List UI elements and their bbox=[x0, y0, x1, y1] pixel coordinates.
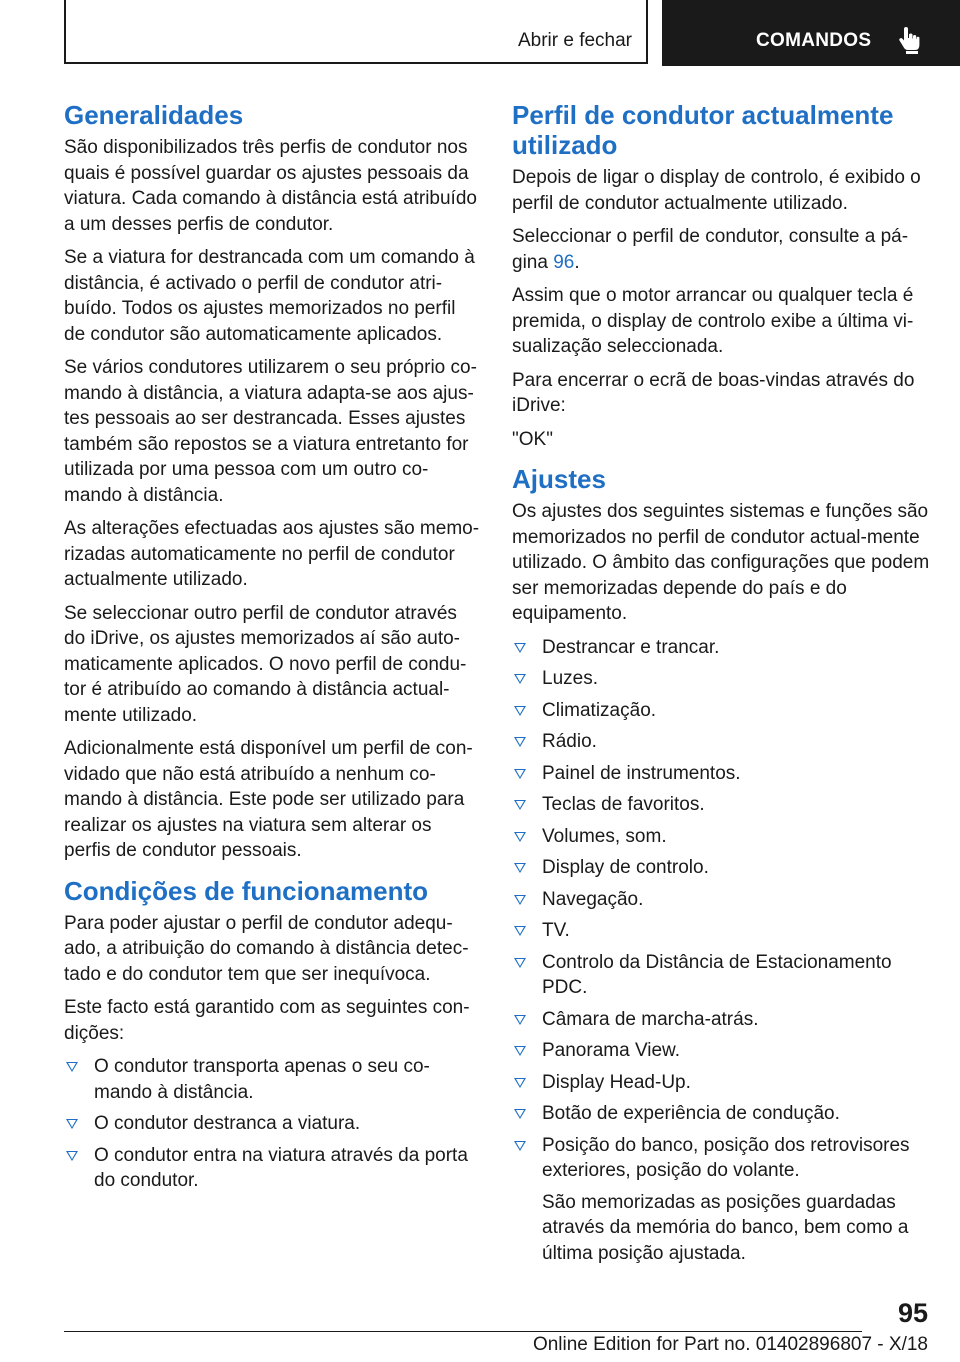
list-item: Controlo da Distância de Estacionamento PDC. bbox=[512, 950, 932, 1001]
list-item: Volumes, som. bbox=[512, 824, 932, 850]
triangle-bullet-icon bbox=[514, 1109, 526, 1119]
triangle-bullet-icon bbox=[514, 895, 526, 905]
right-column bbox=[512, 100, 932, 1272]
list-item: O condutor transporta apenas o seu co-mando à distância. bbox=[64, 1054, 480, 1105]
list-item: Painel de instrumentos. bbox=[512, 761, 932, 787]
list-item: Display de controlo. bbox=[512, 855, 932, 881]
list-item: Botão de experiência de condução. bbox=[512, 1101, 932, 1127]
header-chapter-box bbox=[662, 0, 960, 66]
triangle-bullet-icon bbox=[66, 1062, 78, 1072]
triangle-bullet-icon bbox=[514, 643, 526, 653]
paragraph: Seleccionar o perfil de condutor, consulte a pá-gina 96. bbox=[512, 226, 909, 273]
triangle-bullet-icon bbox=[514, 737, 526, 747]
footer-edition: Online Edition for Part no. 01402896807 - X/18 bbox=[532, 1334, 928, 1355]
paragraph: As alterações efectuadas aos ajustes são memo-rizadas automaticamente no perfil de condutor actualmente utilizado. bbox=[64, 518, 480, 590]
page-number: 95 bbox=[897, 1298, 928, 1328]
conditions-list bbox=[64, 1054, 480, 1194]
header-section-box bbox=[64, 0, 648, 64]
list-item: O condutor destranca a viatura. bbox=[64, 1111, 480, 1137]
list-item-note: São memorizadas as posições guardadas através da memória do banco, bem como a última posição ajustada. bbox=[542, 1191, 909, 1264]
triangle-bullet-icon bbox=[514, 1141, 526, 1151]
settings-list bbox=[512, 635, 932, 1267]
list-item: Panorama View. bbox=[512, 1038, 932, 1064]
footer-divider bbox=[64, 1331, 862, 1332]
list-item: TV. bbox=[512, 918, 932, 944]
triangle-bullet-icon bbox=[514, 800, 526, 810]
paragraph: Os ajustes dos seguintes sistemas e funções são memorizados no perfil de condutor actual-mente utilizado. O âmbito das configurações que podem ser memorizadas depende do país e do equipamento. bbox=[512, 501, 930, 624]
paragraph: Este facto está garantido com as seguintes con-dições: bbox=[64, 997, 470, 1044]
heading-condicoes: Condições de funcionamento bbox=[64, 875, 429, 906]
list-item: Display Head-Up. bbox=[512, 1070, 932, 1096]
paragraph: Para poder ajustar o perfil de condutor adequ-ado, a atribuição do comando à distância detec-tado e do condutor tem que ser inequívoca. bbox=[64, 912, 469, 985]
list-item: Navegação. bbox=[512, 887, 932, 913]
triangle-bullet-icon bbox=[514, 706, 526, 716]
triangle-bullet-icon bbox=[514, 1046, 526, 1056]
list-item: Climatização. bbox=[512, 698, 932, 724]
list-item: Destrancar e trancar. bbox=[512, 635, 932, 661]
list-item: Câmara de marcha-atrás. bbox=[512, 1007, 932, 1033]
triangle-bullet-icon bbox=[514, 832, 526, 842]
list-item: Teclas de favoritos. bbox=[512, 792, 932, 818]
paragraph: Se vários condutores utilizarem o seu próprio co-mando à distância, a viatura adapta-se aos ajus-tes pessoais ao ser destrancada. Esses ajustes também são repostos se a viatura entretanto for utilizada por uma pessoa com um outro co-mando à distância. bbox=[64, 357, 477, 506]
heading-ajustes: Ajustes bbox=[512, 464, 606, 494]
paragraph: Depois de ligar o display de controlo, é exibido o perfil de condutor actualmente utilizado. bbox=[512, 167, 921, 214]
header-chapter-title: COMANDOS bbox=[756, 30, 872, 51]
paragraph: "OK" bbox=[512, 428, 553, 450]
triangle-bullet-icon bbox=[514, 958, 526, 968]
list-item: Posição do banco, posição dos retrovisores exteriores, posição do volante. São memorizadas as posições guardadas através da memória do banco, bem como a última posição ajustada. bbox=[512, 1133, 932, 1267]
list-item: O condutor entra na viatura através da porta do condutor. bbox=[64, 1143, 480, 1194]
triangle-bullet-icon bbox=[514, 674, 526, 684]
heading-perfil-actual: Perfil de condutor actualmente utilizado bbox=[512, 100, 894, 160]
left-column bbox=[64, 100, 480, 1200]
paragraph: Se seleccionar outro perfil de condutor através do iDrive, os ajustes memorizados aí são auto-maticamente aplicados. O novo perfil de condu-tor é atribuído ao comando à distância actual-mente utilizado. bbox=[64, 602, 467, 726]
header-section-title: Abrir e fechar bbox=[517, 30, 632, 51]
paragraph: Para encerrar o ecrã de boas-vindas através do iDrive: bbox=[512, 369, 915, 416]
page-link[interactable]: 96 bbox=[553, 251, 575, 273]
list-item: Luzes. bbox=[512, 666, 932, 692]
triangle-bullet-icon bbox=[514, 1015, 526, 1025]
paragraph: Adicionalmente está disponível um perfil de con-vidado que não está atribuído a nenhum co-mando à distância. Este pode ser utilizado para realizar os ajustes na viatura sem alterar os perfis de condutor pessoais. bbox=[64, 738, 473, 861]
triangle-bullet-icon bbox=[514, 769, 526, 779]
triangle-bullet-icon bbox=[66, 1119, 78, 1129]
paragraph: Se a viatura for destrancada com um comando à distância, é activado o perfil de condutor atri-buído. Todos os ajustes memorizados no perfil de condutor são automaticamente aplicados. bbox=[64, 247, 475, 345]
triangle-bullet-icon bbox=[514, 863, 526, 873]
triangle-bullet-icon bbox=[514, 1078, 526, 1088]
list-item: Rádio. bbox=[512, 729, 932, 755]
paragraph: São disponibilizados três perfis de condutor nos quais é possível guardar os ajustes pessoais da viatura. Cada comando à distância está atribuído a um desses perfis de condutor. bbox=[64, 137, 477, 235]
hand-pointer-icon bbox=[898, 26, 920, 54]
triangle-bullet-icon bbox=[66, 1151, 78, 1161]
triangle-bullet-icon bbox=[514, 926, 526, 936]
heading-generalidades: Generalidades bbox=[64, 100, 244, 130]
paragraph: Assim que o motor arrancar ou qualquer tecla é premida, o display de controlo exibe a última vi-sualização seleccionada. bbox=[512, 285, 914, 357]
